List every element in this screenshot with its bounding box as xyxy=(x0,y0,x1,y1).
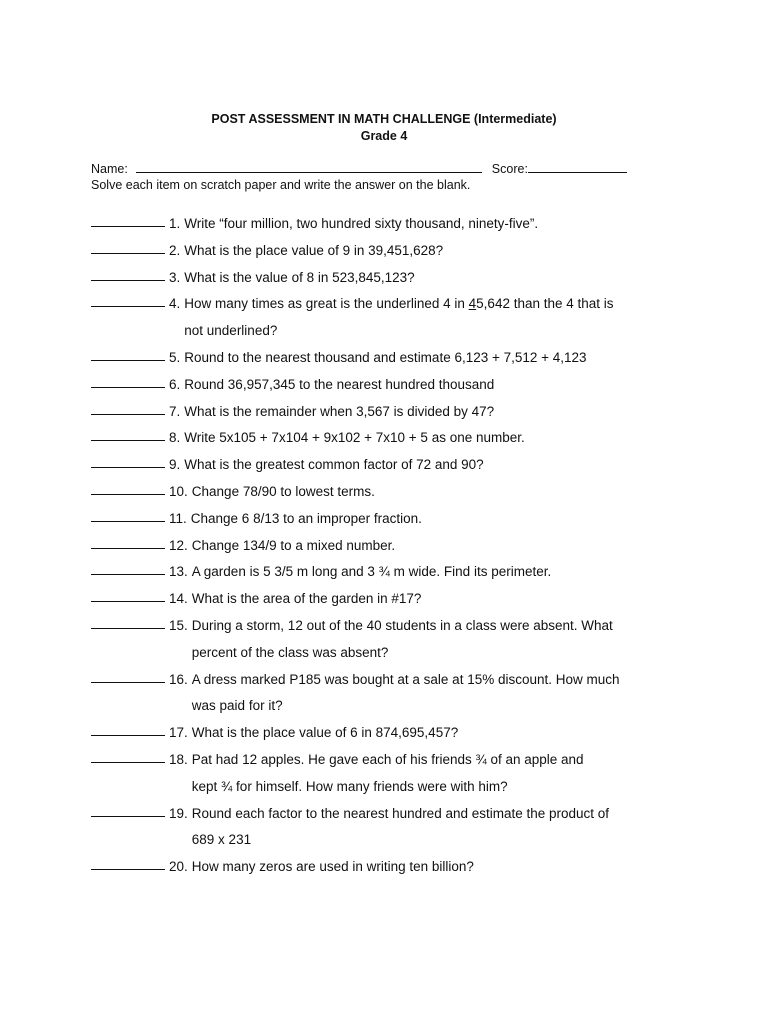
question-item xyxy=(91,479,691,506)
question-item xyxy=(91,291,691,345)
question-text xyxy=(184,399,691,426)
question-number: 6. xyxy=(169,376,181,392)
question-text xyxy=(192,613,691,667)
question-text xyxy=(184,345,691,372)
answer-blank[interactable] xyxy=(91,538,165,549)
question-item xyxy=(91,345,691,372)
question-item xyxy=(91,801,691,855)
question-line: kept ¾ for himself. How many friends were with him? xyxy=(191,778,508,794)
question-item xyxy=(91,211,691,238)
question-line: Round each factor to the nearest hundred and estimate the product of xyxy=(191,805,610,821)
question-line: 689 x 231 xyxy=(191,832,252,848)
question-item xyxy=(91,506,691,533)
question-number: 9. xyxy=(169,457,181,473)
question-line: How many zeros are used in writing ten billion? xyxy=(191,859,474,875)
question-item xyxy=(91,425,691,452)
question-text xyxy=(184,452,691,479)
question-text xyxy=(184,291,691,345)
question-item xyxy=(91,452,691,479)
question-number: 17. xyxy=(169,725,188,741)
question-number: 13. xyxy=(169,564,188,580)
question-number: 3. xyxy=(169,269,181,285)
question-number: 2. xyxy=(169,242,181,258)
question-item xyxy=(91,238,691,265)
question-line: What is the place value of 6 in 874,695,457? xyxy=(191,725,459,741)
question-line: Pat had 12 apples. He gave each of his friends ¾ of an apple and xyxy=(191,751,584,767)
answer-blank[interactable] xyxy=(91,350,165,361)
question-item xyxy=(91,586,691,613)
question-number: 7. xyxy=(169,403,181,419)
question-number: 15. xyxy=(169,617,188,633)
question-text xyxy=(192,479,691,506)
question-item xyxy=(91,747,691,801)
question-line: A garden is 5 3/5 m long and 3 ¾ m wide. Find its perimeter. xyxy=(191,564,552,580)
score-label: Score: xyxy=(491,162,528,176)
answer-blank[interactable] xyxy=(91,725,165,736)
question-line: Change 134/9 to a mixed number. xyxy=(191,537,396,553)
question-text xyxy=(184,265,691,292)
question-line: was paid for it? xyxy=(191,698,283,714)
question-text xyxy=(192,667,691,721)
answer-blank[interactable] xyxy=(91,430,165,441)
question-text xyxy=(192,533,691,560)
question-number: 14. xyxy=(169,591,188,607)
question-number: 4. xyxy=(169,296,181,312)
question-item xyxy=(91,533,691,560)
question-line: Change 78/90 to lowest terms. xyxy=(191,483,375,499)
answer-blank[interactable] xyxy=(91,270,165,281)
question-text xyxy=(192,801,691,855)
question-text xyxy=(192,586,691,613)
instructions: Solve each item on scratch paper and write the answer on the blank. xyxy=(91,178,471,192)
answer-blank[interactable] xyxy=(91,752,165,763)
question-text xyxy=(191,506,691,533)
answer-blank[interactable] xyxy=(91,484,165,495)
question-list xyxy=(91,211,691,881)
answer-blank[interactable] xyxy=(91,457,165,468)
question-line: What is the greatest common factor of 72 and 90? xyxy=(184,457,484,473)
question-text xyxy=(184,238,691,265)
answer-blank[interactable] xyxy=(91,618,165,629)
answer-blank[interactable] xyxy=(91,296,165,307)
question-text xyxy=(184,425,691,452)
question-number: 11. xyxy=(169,510,187,526)
question-number: 10. xyxy=(169,483,188,499)
name-label: Name: xyxy=(91,162,128,176)
question-text xyxy=(184,372,691,399)
question-line: Change 6 8/13 to an improper fraction. xyxy=(190,510,422,526)
question-item xyxy=(91,667,691,721)
answer-blank[interactable] xyxy=(91,216,165,227)
question-line: Write 5x105 + 7x104 + 9x102 + 7x10 + 5 as one number. xyxy=(184,430,525,446)
question-line: What is the value of 8 in 523,845,123? xyxy=(184,269,415,285)
question-number: 18. xyxy=(169,751,188,767)
answer-blank[interactable] xyxy=(91,672,165,683)
page-title: POST ASSESSMENT IN MATH CHALLENGE (Intermediate) xyxy=(211,112,557,126)
question-text xyxy=(192,720,691,747)
question-number: 16. xyxy=(169,671,188,687)
grade-label: Grade 4 xyxy=(360,129,408,143)
question-line: What is the area of the garden in #17? xyxy=(191,591,422,607)
question-line: Round 36,957,345 to the nearest hundred thousand xyxy=(184,376,495,392)
answer-blank[interactable] xyxy=(91,591,165,602)
answer-blank[interactable] xyxy=(91,404,165,415)
question-item xyxy=(91,372,691,399)
question-line: What is the remainder when 3,567 is divided by 47? xyxy=(184,403,495,419)
question-item xyxy=(91,854,691,881)
answer-blank[interactable] xyxy=(91,243,165,254)
name-blank[interactable] xyxy=(136,162,482,173)
question-line: not underlined? xyxy=(184,323,278,339)
question-number: 8. xyxy=(169,430,181,446)
name-score-line xyxy=(91,162,627,177)
question-number: 20. xyxy=(169,859,188,875)
answer-blank[interactable] xyxy=(91,859,165,870)
question-line: Write “four million, two hundred sixty thousand, ninety-five”. xyxy=(184,216,539,231)
question-line: percent of the class was absent? xyxy=(191,644,389,660)
answer-blank[interactable] xyxy=(91,806,165,817)
question-line: During a storm, 12 out of the 40 students in a class were absent. What xyxy=(191,617,613,633)
answer-blank[interactable] xyxy=(91,511,165,522)
question-number: 1. xyxy=(169,216,181,231)
question-line: Round to the nearest thousand and estimate 6,123 + 7,512 + 4,123 xyxy=(184,349,587,365)
question-line: What is the place value of 9 in 39,451,628? xyxy=(184,242,444,258)
answer-blank[interactable] xyxy=(91,377,165,388)
question-number: 12. xyxy=(169,537,188,553)
score-blank[interactable] xyxy=(528,162,627,173)
question-text xyxy=(192,854,691,881)
question-text xyxy=(192,747,691,801)
question-item xyxy=(91,559,691,586)
question-item xyxy=(91,613,691,667)
question-item xyxy=(91,399,691,426)
question-text xyxy=(184,211,691,238)
question-item xyxy=(91,265,691,292)
question-text xyxy=(192,559,691,586)
question-line: How many times as great is the underlined 4 in 45,642 than the 4 that is xyxy=(184,296,614,312)
question-number: 19. xyxy=(169,805,188,821)
question-line: A dress marked P185 was bought at a sale at 15% discount. How much xyxy=(191,671,620,687)
question-item xyxy=(91,720,691,747)
answer-blank[interactable] xyxy=(91,564,165,575)
question-number: 5. xyxy=(169,349,181,365)
